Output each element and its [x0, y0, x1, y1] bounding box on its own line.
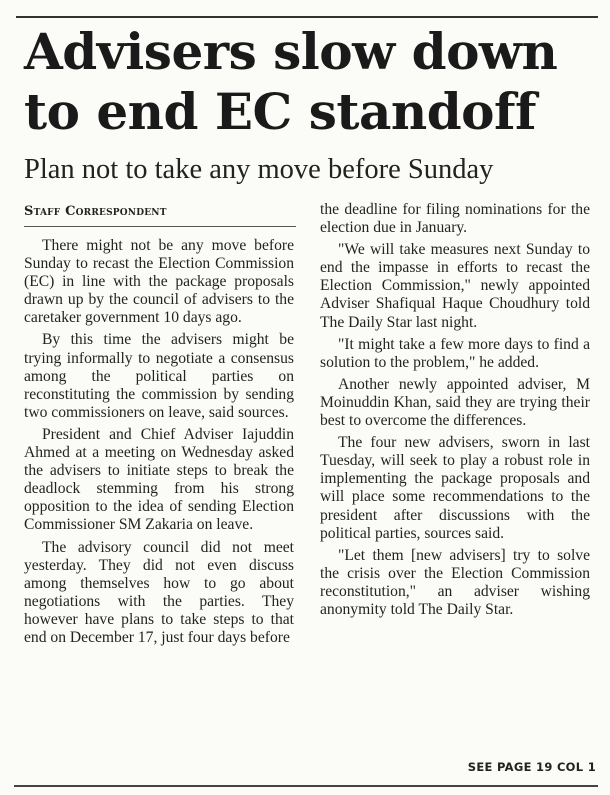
paragraph: Another newly appointed adviser, M Moinuddin Khan, said they are trying their best to overcome the differences. [320, 375, 590, 430]
subheadline: Plan not to take any move before Sunday [24, 154, 494, 185]
paragraph-continuation: the deadline for filing nominations for the election due in January. [320, 201, 590, 237]
top-rule [16, 16, 598, 18]
bottom-rule [14, 785, 598, 787]
paragraph: "Let them [new advisers] try to solve the crisis over the Election Commission reconstitution," an adviser wishing anonymity told The Daily Star. [320, 546, 590, 618]
headline-line-1: Advisers slow down [24, 22, 558, 81]
column-1 [24, 237, 294, 647]
paragraph: The four new advisers, sworn in last Tuesday, will seek to play a robust role in implementing the package proposals and will place some recommendations to the president after discussions with the political parties, sources said. [320, 434, 590, 542]
headline [24, 22, 602, 142]
paragraph: "We will take measures next Sunday to end the impasse in efforts to recast the Election Commission," newly appointed Adviser Shafiqual Haque Choudhury told The Daily Star last night. [320, 241, 590, 331]
paragraph: There might not be any move before Sunday to recast the Election Commission (EC) in line with the package proposals drawn up by the council of advisers to the caretaker government 10 days ago. [24, 237, 294, 327]
headline-line-2: to end EC standoff [24, 82, 537, 141]
paragraph: President and Chief Adviser Iajuddin Ahmed at a meeting on Wednesday asked the advisers to initiate steps to break the deadlock stemming from his strong opposition to the idea of sending Election Commissioner SM Zakaria on leave. [24, 425, 294, 534]
paragraph: The advisory council did not meet yesterday. They did not even discuss among themselves how to go about negotiations with the parties. They however have plans to take steps to that end on December 17, just four days before [24, 538, 294, 646]
byline: Staff Correspondent [24, 204, 167, 219]
paragraph: "It might take a few more days to find a solution to the problem," he added. [320, 335, 590, 371]
continuation-note: SEE PAGE 19 COL 1 [467, 760, 596, 774]
byline-rule [24, 226, 296, 227]
column-2 [320, 201, 590, 619]
paragraph: By this time the advisers might be trying informally to negotiate a consensus among the political parties on reconstituting the commission by sending two commissioners on leave, said sources. [24, 331, 294, 421]
